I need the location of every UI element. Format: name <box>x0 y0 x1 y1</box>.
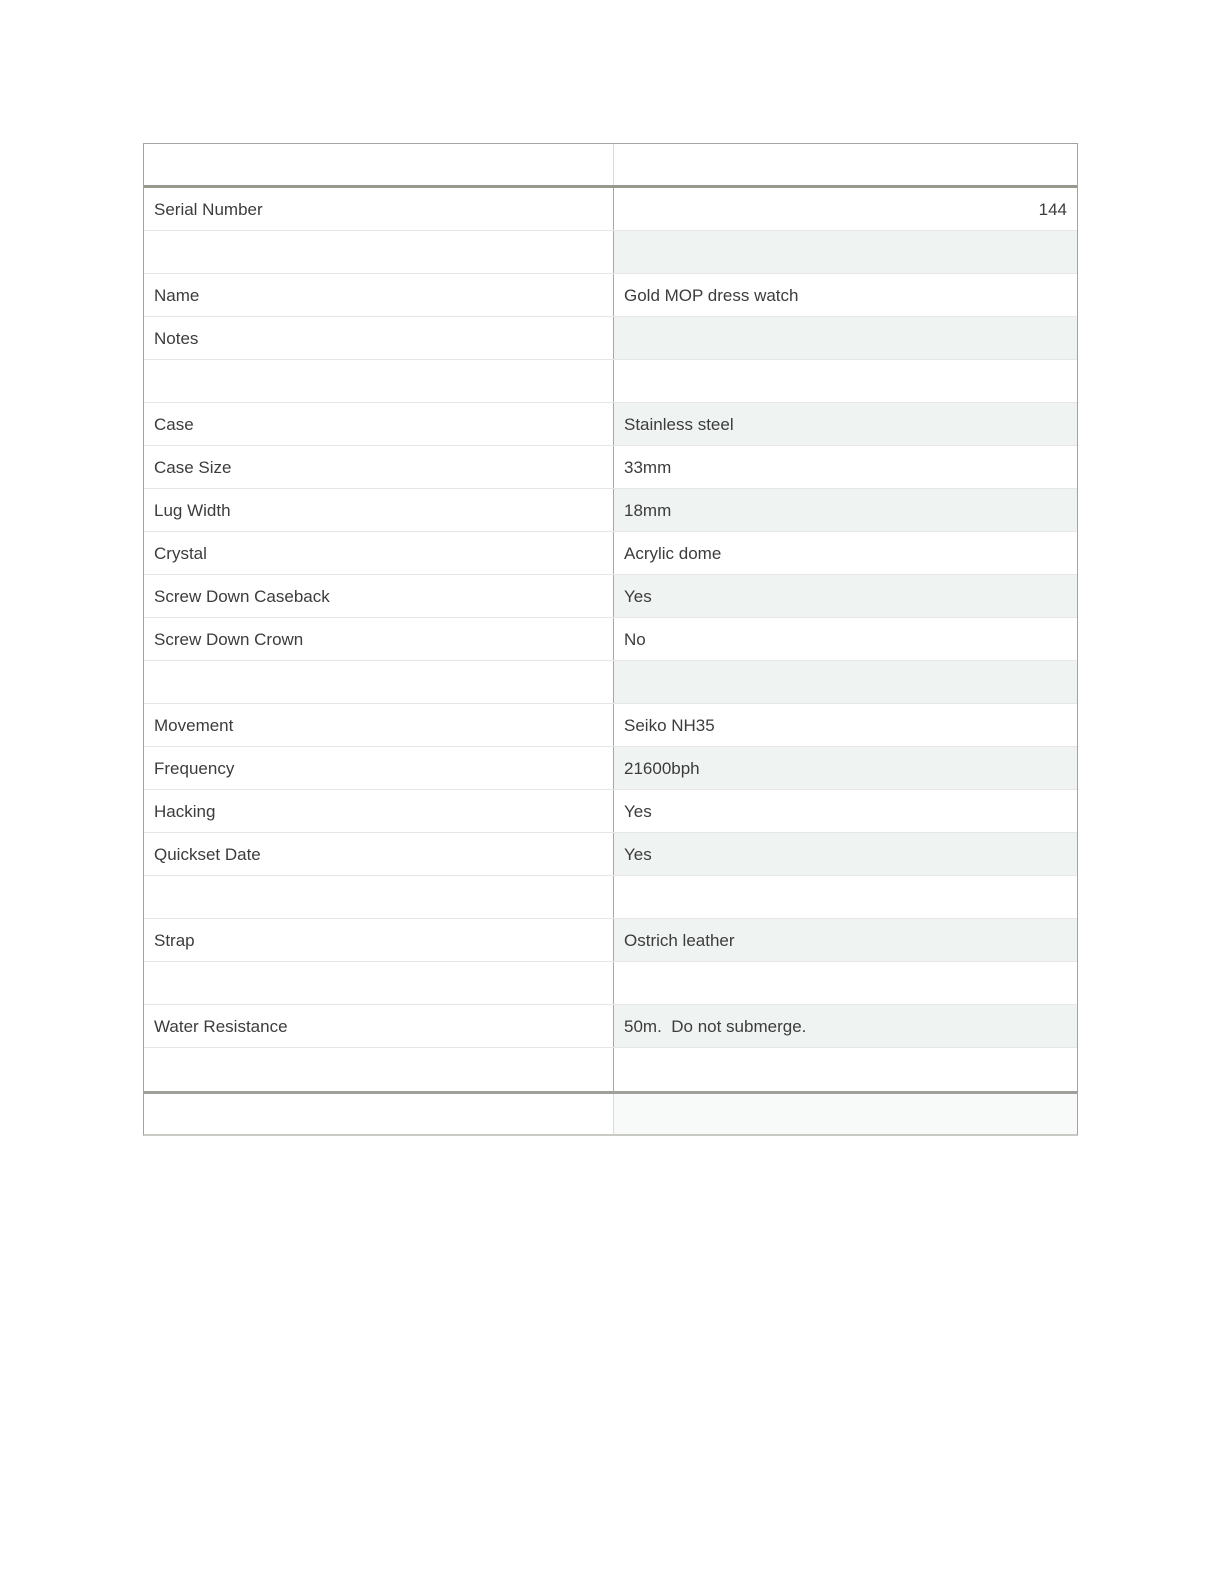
spec-value-cell <box>614 317 1077 359</box>
spec-value-cell <box>614 360 1077 402</box>
footer-value-cell <box>614 1094 1077 1134</box>
spec-label-cell: Screw Down Caseback <box>144 575 614 617</box>
spec-label-cell: Notes <box>144 317 614 359</box>
spec-label-cell: Name <box>144 274 614 316</box>
spec-label-cell: Case <box>144 403 614 445</box>
table-row <box>144 962 1077 1005</box>
table-row <box>144 833 1077 876</box>
table-row <box>144 661 1077 704</box>
spec-label-cell <box>144 661 614 703</box>
table-row <box>144 489 1077 532</box>
table-row <box>144 575 1077 618</box>
spec-value-cell: Seiko NH35 <box>614 704 1077 746</box>
spec-label-cell: Hacking <box>144 790 614 832</box>
header-label-cell <box>144 144 614 185</box>
table-row <box>144 231 1077 274</box>
table-row <box>144 1048 1077 1091</box>
spec-label-cell <box>144 231 614 273</box>
spec-label-cell: Strap <box>144 919 614 961</box>
table-body <box>144 188 1077 1091</box>
table-row <box>144 274 1077 317</box>
table-row <box>144 532 1077 575</box>
spec-label-cell: Screw Down Crown <box>144 618 614 660</box>
spec-label-cell <box>144 360 614 402</box>
spec-value-cell: 50m. Do not submerge. <box>614 1005 1077 1047</box>
spec-value-cell: Stainless steel <box>614 403 1077 445</box>
spec-label-cell <box>144 962 614 1004</box>
spec-label-cell: Quickset Date <box>144 833 614 875</box>
spec-value-cell: 144 <box>614 188 1077 230</box>
spec-value-cell: Yes <box>614 790 1077 832</box>
spec-value-cell: Yes <box>614 575 1077 617</box>
spec-value-cell: 33mm <box>614 446 1077 488</box>
spec-label-cell: Crystal <box>144 532 614 574</box>
spec-value-cell: Ostrich leather <box>614 919 1077 961</box>
spec-table <box>143 143 1078 1136</box>
table-row <box>144 1005 1077 1048</box>
table-footer-row <box>144 1091 1077 1134</box>
table-row <box>144 790 1077 833</box>
table-row <box>144 317 1077 360</box>
table-row <box>144 876 1077 919</box>
spec-label-cell: Movement <box>144 704 614 746</box>
spec-value-cell: Gold MOP dress watch <box>614 274 1077 316</box>
table-row <box>144 403 1077 446</box>
spec-value-cell <box>614 1048 1077 1091</box>
spec-value-cell: 18mm <box>614 489 1077 531</box>
table-header-row <box>144 144 1077 188</box>
table-row <box>144 747 1077 790</box>
table-row <box>144 618 1077 661</box>
table-row <box>144 360 1077 403</box>
table-row <box>144 188 1077 231</box>
spec-label-cell: Water Resistance <box>144 1005 614 1047</box>
spec-label-cell <box>144 1048 614 1091</box>
spec-value-cell <box>614 661 1077 703</box>
spec-value-cell: Acrylic dome <box>614 532 1077 574</box>
table-row <box>144 446 1077 489</box>
spec-value-cell: No <box>614 618 1077 660</box>
table-row <box>144 704 1077 747</box>
spec-value-cell <box>614 962 1077 1004</box>
spec-label-cell <box>144 876 614 918</box>
header-value-cell <box>614 144 1077 185</box>
footer-label-cell <box>144 1094 614 1134</box>
spec-value-cell <box>614 876 1077 918</box>
spec-label-cell: Serial Number <box>144 188 614 230</box>
spec-label-cell: Lug Width <box>144 489 614 531</box>
spec-value-cell <box>614 231 1077 273</box>
spec-value-cell: 21600bph <box>614 747 1077 789</box>
spec-label-cell: Frequency <box>144 747 614 789</box>
spec-value-cell: Yes <box>614 833 1077 875</box>
spec-label-cell: Case Size <box>144 446 614 488</box>
table-row <box>144 919 1077 962</box>
